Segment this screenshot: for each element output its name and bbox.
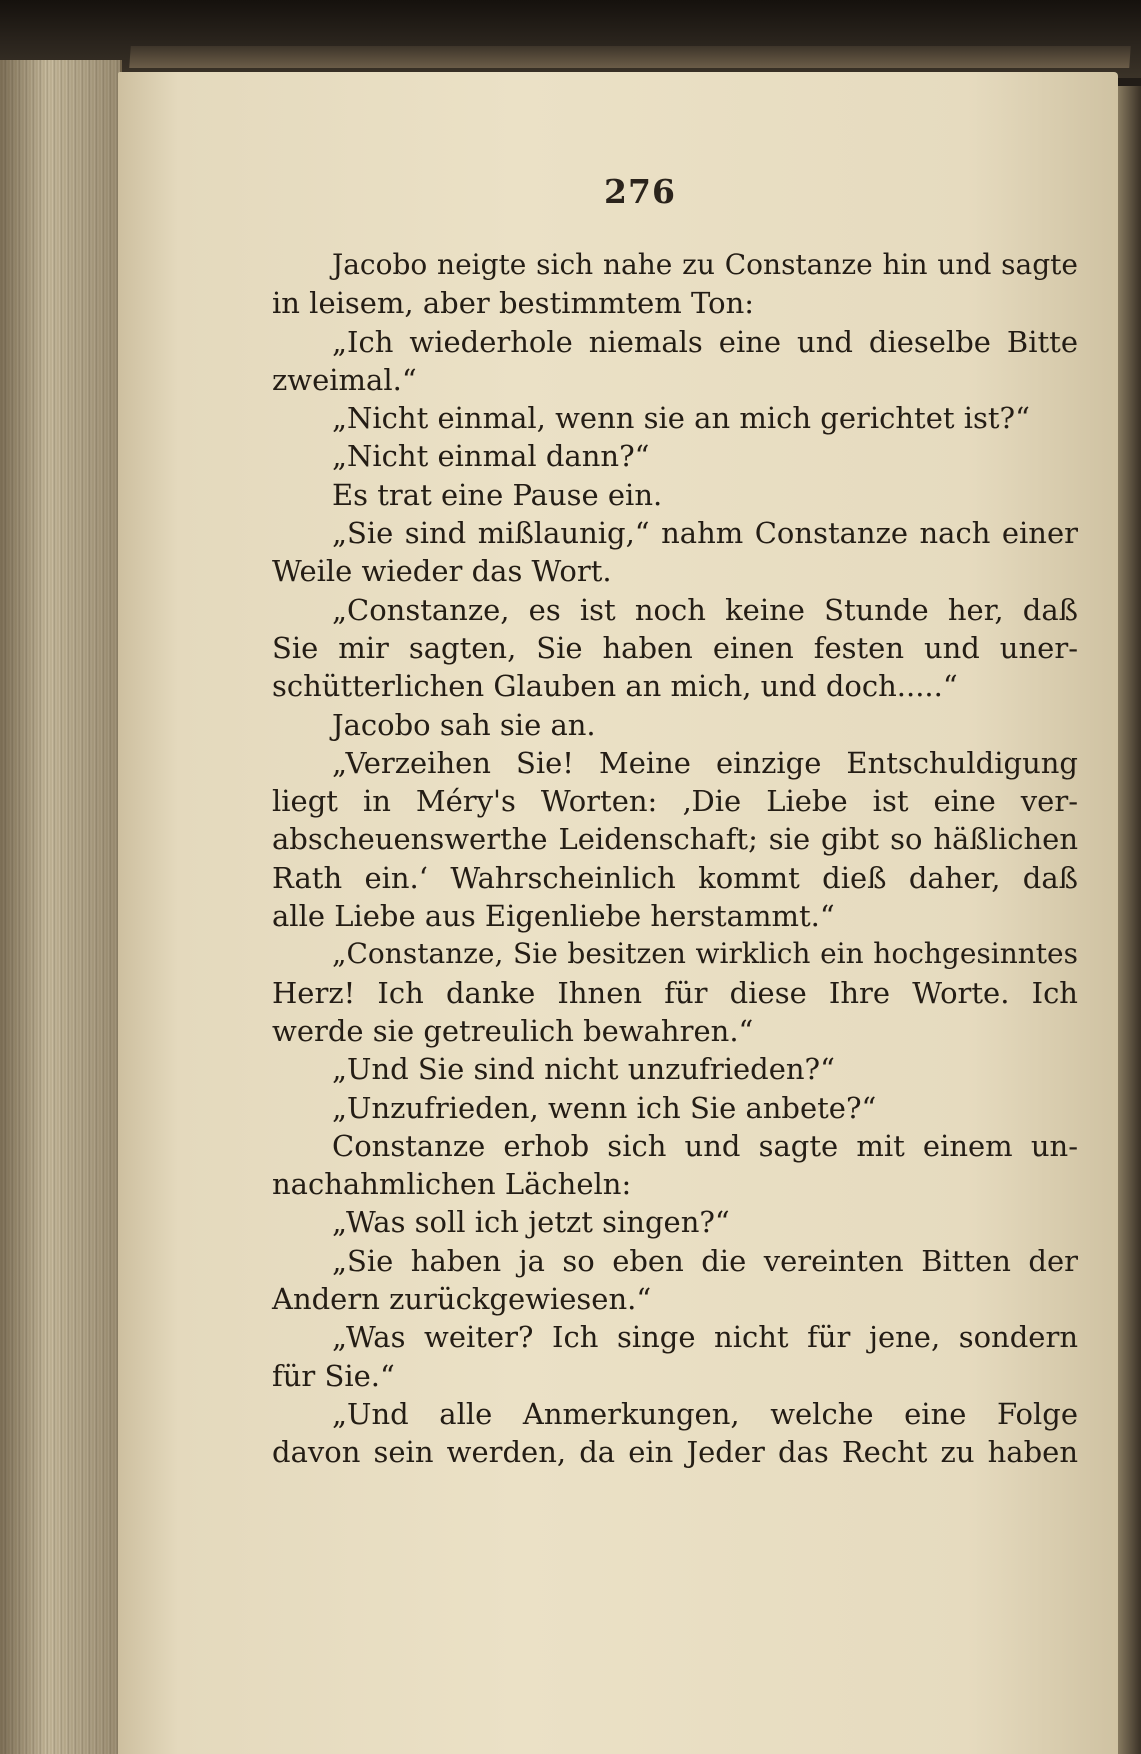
text-line: Weile wieder das Wort. [272,554,612,589]
text-line: Sie mir sagten, Sie haben einen festen und uner- [272,630,1078,665]
text-line: „Sie sind mißlaunig,“ nahm Constanze nach einer [332,516,1078,551]
text-line: in leisem, aber bestimmtem Ton: [272,286,755,321]
text-line: schütterlichen Glauben an mich, und doch.....“ [272,669,958,704]
text-line: „Sie haben ja so eben die vereinten Bitten der [332,1243,1078,1278]
text-line: „Ich wiederhole niemals eine und dieselbe Bitte [332,324,1078,359]
text-line: „Constanze, es ist noch keine Stunde her, daß [332,592,1078,627]
text-line: „Und Sie sind nicht unzufrieden?“ [332,1052,835,1087]
text-line: „Nicht einmal, wenn sie an mich gerichtet ist?“ [332,401,1030,436]
page-edges [0,60,122,1754]
text-line: „Und alle Anmerkungen, welche eine Folge [332,1396,1078,1431]
text-line: Rath ein.‘ Wahrscheinlich kommt dieß daher, daß [272,860,1078,895]
text-line: Constanze erhob sich und sagte mit einem un- [332,1128,1078,1163]
text-line: für Sie.“ [272,1358,395,1393]
spine-strip [129,46,1131,68]
text-line: Es trat eine Pause ein. [332,477,663,512]
text-line: Andern zurückgewiesen.“ [272,1282,652,1317]
text-line: „Was soll ich jetzt singen?“ [332,1205,730,1240]
text-line: abscheuenswerthe Leidenschaft; sie gibt so häßlichen [272,822,1078,857]
text-line: „Verzeihen Sie! Meine einzige Entschuldigung [332,745,1078,780]
text-line: „Constanze, Sie besitzen wirklich ein hochgesinntes [332,937,1078,971]
text-line: liegt in Méry's Worten: ‚Die Liebe ist eine ver- [272,784,1078,819]
text-line: werde sie getreulich bewahren.“ [272,1013,754,1048]
text-line: nachahmlichen Lächeln: [272,1167,632,1202]
text-line: Herz! Ich danke Ihnen für diese Ihre Worte. Ich [272,975,1078,1010]
body-text [272,246,1078,1472]
text-line: Jacobo sah sie an. [332,707,596,742]
text-line: davon sein werden, da ein Jeder das Recht zu haben [272,1435,1078,1470]
text-line: „Nicht einmal dann?“ [332,439,650,474]
text-line: alle Liebe aus Eigenliebe herstammt.“ [272,899,835,934]
text-line: zweimal.“ [272,362,417,397]
text-line: „Unzufrieden, wenn ich Sie anbete?“ [332,1090,877,1125]
text-line: „Was weiter? Ich singe nicht für jene, sondern [332,1320,1078,1355]
text-line: Jacobo neigte sich nahe zu Constanze hin und sagte [332,248,1078,281]
page-number: 276 [604,172,676,211]
